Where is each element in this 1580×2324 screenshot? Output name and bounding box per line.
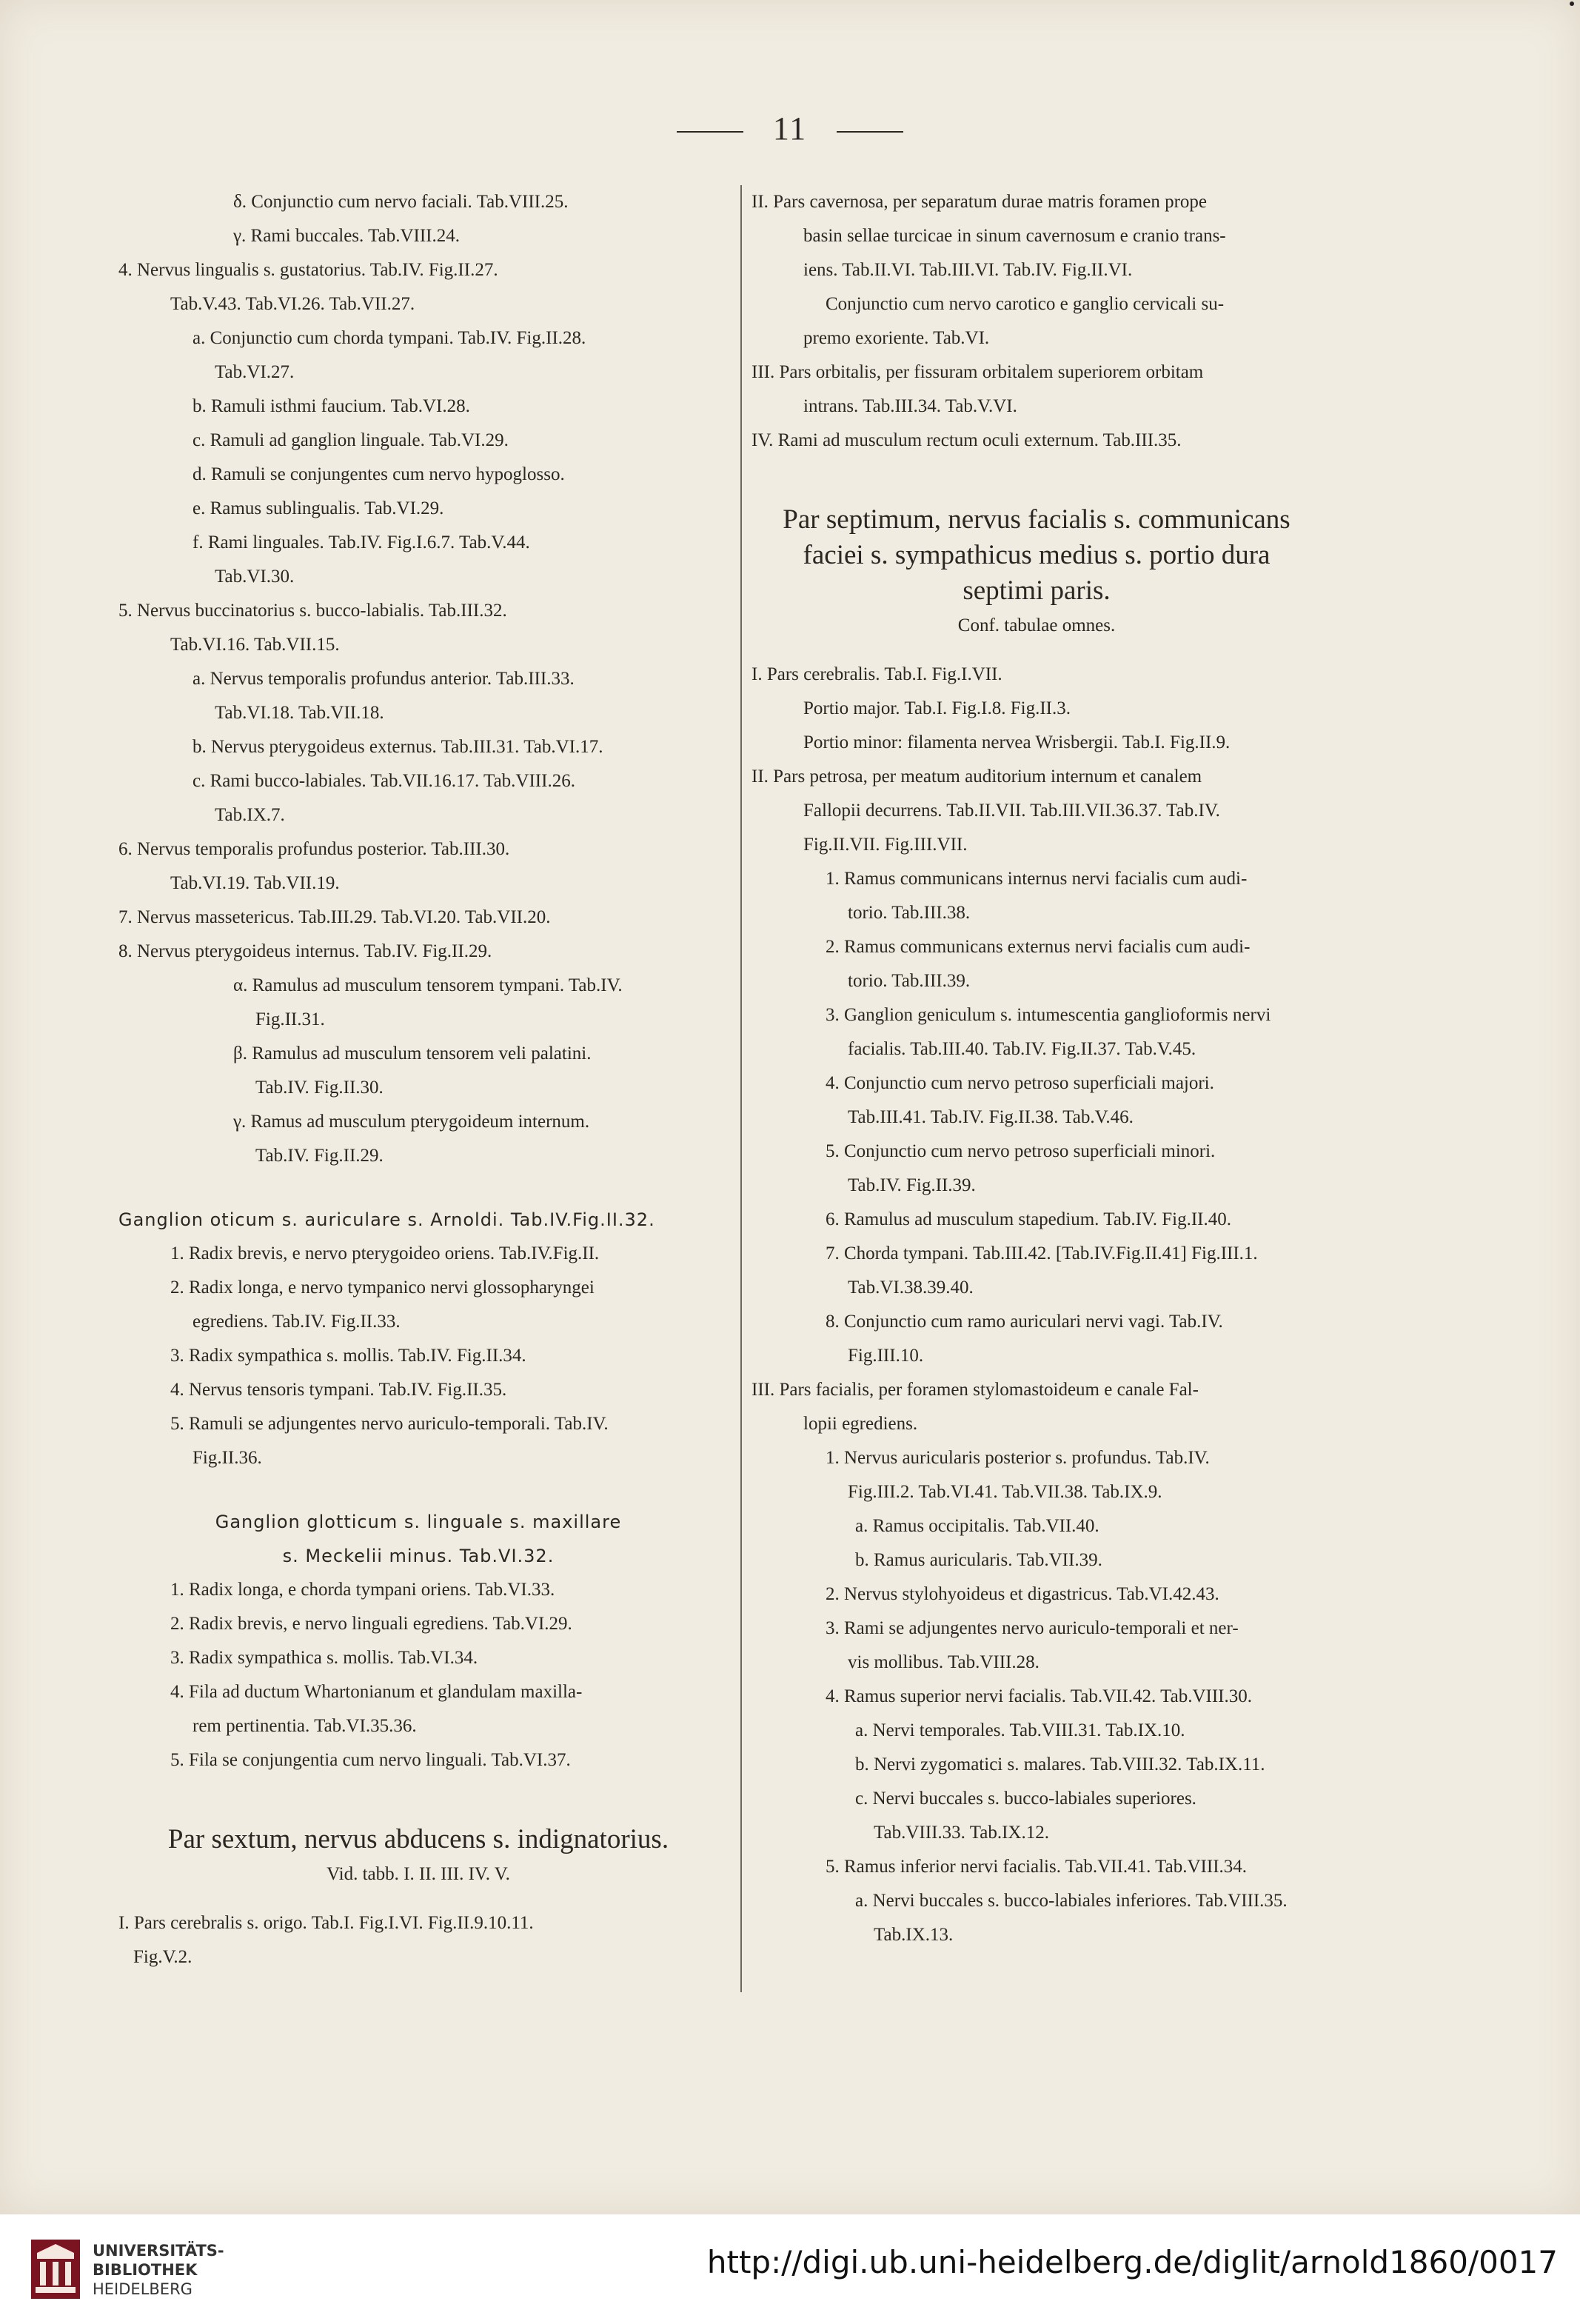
text-line: basin sellae turcicae in sinum cavernosum e cranio trans- bbox=[803, 226, 1226, 246]
section-gap bbox=[118, 1173, 718, 1203]
text-line: δ. Conjunctio cum nervo faciali. Tab.VIII.25. bbox=[233, 192, 569, 212]
left-column-lines bbox=[118, 185, 718, 1777]
text-line: γ. Rami buccales. Tab.VIII.24. bbox=[233, 226, 460, 246]
text-line: Tab.IV. Fig.II.39. bbox=[848, 1175, 976, 1195]
text-line: c. Ramuli ad ganglion linguale. Tab.VI.29. bbox=[193, 430, 509, 450]
source-url-link[interactable]: http://digi.ub.uni-heidelberg.de/diglit/arnold1860/0017 bbox=[706, 2244, 1558, 2280]
text-line: Fallopii decurrens. Tab.II.VII. Tab.III.VII.36.37. Tab.IV. bbox=[803, 801, 1220, 821]
septimum-conf-tabulae: Conf. tabulae omnes. bbox=[957, 615, 1116, 635]
text-line: 5. Conjunctio cum nervo petroso superficiali minori. bbox=[826, 1141, 1216, 1161]
text-line: 3. Ganglion geniculum s. intumescentia ganglioformis nervi bbox=[826, 1005, 1271, 1025]
text-line: b. Ramus auricularis. Tab.VII.39. bbox=[855, 1550, 1102, 1570]
text-line: Portio minor: filamenta nervea Wrisbergii. Tab.I. Fig.II.9. bbox=[803, 732, 1231, 752]
text-line: I. Pars cerebralis. Tab.I. Fig.I.VII. bbox=[751, 664, 1002, 684]
text-line: 6. Ramulus ad musculum stapedium. Tab.IV. Fig.II.40. bbox=[826, 1209, 1231, 1229]
section-gap-small bbox=[751, 487, 1322, 502]
ganglion-heading: Ganglion oticum s. auriculare s. Arnoldi. Tab.IV.Fig.II.32. bbox=[118, 1209, 655, 1230]
text-line: 2. Nervus stylohyoideus et digastricus. Tab.VI.42.43. bbox=[826, 1584, 1219, 1604]
text-line: 5. Nervus buccinatorius s. bucco-labialis. Tab.III.32. bbox=[118, 601, 507, 621]
text-line: α. Ramulus ad musculum tensorem tympani. Tab.IV. bbox=[233, 975, 623, 995]
page-number-rule-left bbox=[677, 131, 743, 133]
text-line: 6. Nervus temporalis profundus posterior. Tab.III.30. bbox=[118, 839, 510, 859]
text-line: Fig.V.2. bbox=[133, 1947, 193, 1967]
text-line: 1. Nervus auricularis posterior s. profundus. Tab.IV. bbox=[826, 1448, 1210, 1468]
text-line: Fig.III.2. Tab.VI.41. Tab.VII.38. Tab.IX.9. bbox=[848, 1482, 1162, 1502]
text-line: Tab.VI.30. bbox=[215, 567, 295, 587]
section-gap bbox=[118, 1475, 718, 1505]
section-gap-small bbox=[118, 1807, 718, 1822]
text-line: vis mollibus. Tab.VIII.28. bbox=[848, 1652, 1040, 1672]
corner-mark bbox=[1570, 1, 1574, 6]
text-line: 4. Conjunctio cum nervo petroso superficiali majori. bbox=[826, 1073, 1214, 1093]
heading-par-septimum-line-3: septimi paris. bbox=[963, 575, 1111, 606]
text-line: a. Conjunctio cum chorda tympani. Tab.IV. Fig.II.28. bbox=[193, 328, 586, 348]
text-line: 4. Nervus lingualis s. gustatorius. Tab.IV. Fig.II.27. bbox=[118, 260, 498, 280]
text-line: b. Ramuli isthmi faucium. Tab.VI.28. bbox=[193, 396, 470, 416]
right-column bbox=[751, 185, 1322, 1952]
page-number-rule-right bbox=[837, 131, 903, 133]
heading-par-sextum: Par sextum, nervus abducens s. indignatorius. bbox=[167, 1824, 669, 1854]
sextum-lines bbox=[118, 1906, 718, 1974]
text-line: 7. Nervus massetericus. Tab.III.29. Tab.VI.20. Tab.VII.20. bbox=[118, 907, 551, 927]
text-line: lopii egrediens. bbox=[803, 1414, 918, 1434]
text-line: Tab.VIII.33. Tab.IX.12. bbox=[874, 1823, 1049, 1843]
university-seal-icon bbox=[30, 2238, 81, 2300]
text-line: 2. Radix longa, e nervo tympanico nervi glossopharyngei bbox=[170, 1278, 595, 1298]
text-line: Tab.IX.13. bbox=[874, 1925, 954, 1945]
text-line: III. Pars facialis, per foramen stylomastoideum e canale Fal- bbox=[751, 1380, 1199, 1400]
text-line: 4. Fila ad ductum Whartonianum et glandulam maxilla- bbox=[170, 1682, 583, 1702]
text-line: torio. Tab.III.39. bbox=[848, 971, 971, 991]
text-line: 1. Radix brevis, e nervo pterygoideo oriens. Tab.IV.Fig.II. bbox=[170, 1243, 600, 1263]
text-line: Conjunctio cum nervo carotico e ganglio cervicali su- bbox=[826, 294, 1225, 314]
page-number-text: 11 bbox=[772, 110, 808, 147]
text-line: b. Nervus pterygoideus externus. Tab.III.31. Tab.VI.17. bbox=[193, 737, 603, 757]
text-line: 8. Nervus pterygoideus internus. Tab.IV. Fig.II.29. bbox=[118, 941, 492, 961]
institution-line-2: BIBLIOTHEK bbox=[93, 2261, 198, 2279]
institution-name bbox=[93, 2241, 224, 2299]
text-line: 2. Radix brevis, e nervo linguali egrediens. Tab.VI.29. bbox=[170, 1614, 572, 1634]
text-line: torio. Tab.III.38. bbox=[848, 903, 971, 923]
column-divider bbox=[740, 185, 742, 1992]
text-line: Tab.VI.19. Tab.VII.19. bbox=[170, 873, 340, 893]
text-line: 1. Ramus communicans internus nervi facialis cum audi- bbox=[826, 869, 1248, 889]
text-line: 3. Radix sympathica s. mollis. Tab.VI.34. bbox=[170, 1648, 478, 1668]
text-line: a. Nervus temporalis profundus anterior. Tab.III.33. bbox=[193, 669, 575, 689]
text-line: 3. Radix sympathica s. mollis. Tab.IV. Fig.II.34. bbox=[170, 1346, 526, 1366]
text-line: a. Nervi temporales. Tab.VIII.31. Tab.IX.10. bbox=[855, 1720, 1185, 1740]
text-line: a. Nervi buccales s. bucco-labiales inferiores. Tab.VIII.35. bbox=[855, 1891, 1288, 1911]
text-line: c. Nervi buccales s. bucco-labiales superiores. bbox=[855, 1789, 1196, 1809]
text-line: Fig.II.VII. Fig.III.VII. bbox=[803, 835, 968, 855]
text-line: III. Pars orbitalis, per fissuram orbitalem superiorem orbitam bbox=[751, 362, 1204, 382]
text-line: γ. Ramus ad musculum pterygoideum internum. bbox=[233, 1112, 590, 1132]
text-line: Fig.II.31. bbox=[255, 1009, 325, 1029]
text-line: 2. Ramus communicans externus nervi facialis cum audi- bbox=[826, 937, 1251, 957]
text-line: β. Ramulus ad musculum tensorem veli palatini. bbox=[233, 1044, 592, 1064]
heading-par-septimum-line-2: faciei s. sympathicus medius s. portio dura bbox=[803, 540, 1271, 570]
text-line: Tab.IV. Fig.II.30. bbox=[255, 1078, 384, 1098]
text-line: 1. Radix longa, e chorda tympani oriens. Tab.VI.33. bbox=[170, 1580, 555, 1600]
section-gap bbox=[118, 1777, 718, 1807]
text-line: 5. Ramus inferior nervi facialis. Tab.VII.41. Tab.VIII.34. bbox=[826, 1857, 1248, 1877]
text-line: intrans. Tab.III.34. Tab.V.VI. bbox=[803, 396, 1017, 416]
heading-par-septimum-line-1: Par septimum, nervus facialis s. communicans bbox=[783, 504, 1291, 535]
library-footer bbox=[0, 2214, 1580, 2324]
text-line: Tab.IV. Fig.II.29. bbox=[255, 1146, 384, 1166]
text-line: Tab.VI.16. Tab.VII.15. bbox=[170, 635, 340, 655]
text-line: 4. Ramus superior nervi facialis. Tab.VII.42. Tab.VIII.30. bbox=[826, 1686, 1252, 1706]
text-line: 4. Nervus tensoris tympani. Tab.IV. Fig.II.35. bbox=[170, 1380, 507, 1400]
text-line: 8. Conjunctio cum ramo auriculari nervi vagi. Tab.IV. bbox=[826, 1312, 1223, 1332]
text-line: I. Pars cerebralis s. origo. Tab.I. Fig.I.VI. Fig.II.9.10.11. bbox=[118, 1913, 534, 1933]
text-line: II. Pars cavernosa, per separatum durae matris foramen prope bbox=[751, 192, 1208, 212]
text-line: facialis. Tab.III.40. Tab.IV. Fig.II.37. Tab.V.45. bbox=[848, 1039, 1196, 1059]
text-line: b. Nervi zygomatici s. malares. Tab.VIII.32. Tab.IX.11. bbox=[855, 1754, 1265, 1774]
text-line: iens. Tab.II.VI. Tab.III.VI. Tab.IV. Fig.II.VI. bbox=[803, 260, 1133, 280]
text-line: II. Pars petrosa, per meatum auditorium internum et canalem bbox=[751, 767, 1202, 787]
text-line: 7. Chorda tympani. Tab.III.42. [Tab.IV.Fig.II.41] Fig.III.1. bbox=[826, 1243, 1258, 1263]
text-line: 5. Ramuli se adjungentes nervo auriculo-temporali. Tab.IV. bbox=[170, 1414, 609, 1434]
text-line: Tab.VI.18. Tab.VII.18. bbox=[215, 703, 384, 723]
text-line: a. Ramus occipitalis. Tab.VII.40. bbox=[855, 1516, 1099, 1536]
sextum-vid-tabb: Vid. tabb. I. II. III. IV. V. bbox=[327, 1864, 510, 1884]
text-line: IV. Rami ad musculum rectum oculi externum. Tab.III.35. bbox=[751, 430, 1182, 450]
right-column-top-lines bbox=[751, 185, 1322, 458]
text-line: Fig.II.36. bbox=[193, 1448, 262, 1468]
text-line: c. Rami bucco-labiales. Tab.VII.16.17. Tab.VIII.26. bbox=[193, 771, 575, 791]
text-line: Tab.V.43. Tab.VI.26. Tab.VII.27. bbox=[170, 294, 415, 314]
text-line: Tab.VI.27. bbox=[215, 362, 295, 382]
text-line: Tab.VI.38.39.40. bbox=[848, 1278, 974, 1298]
text-line: egrediens. Tab.IV. Fig.II.33. bbox=[193, 1312, 401, 1332]
left-column bbox=[118, 185, 718, 1974]
ganglion-heading: Ganglion glotticum s. linguale s. maxillare bbox=[215, 1512, 622, 1532]
institution-line-1: UNIVERSITÄTS- bbox=[93, 2242, 224, 2260]
section-gap-small bbox=[118, 1891, 718, 1906]
institution-line-3: HEIDELBERG bbox=[93, 2280, 193, 2298]
ganglion-heading: s. Meckelii minus. Tab.VI.32. bbox=[282, 1546, 555, 1566]
text-line: Tab.IX.7. bbox=[215, 805, 285, 825]
text-line: premo exoriente. Tab.VI. bbox=[803, 328, 990, 348]
text-line: rem pertinentia. Tab.VI.35.36. bbox=[193, 1716, 417, 1736]
text-line: Tab.III.41. Tab.IV. Fig.II.38. Tab.V.46. bbox=[848, 1107, 1134, 1127]
section-gap-small bbox=[751, 643, 1322, 658]
text-line: f. Rami linguales. Tab.IV. Fig.I.6.7. Tab.V.44. bbox=[193, 532, 530, 552]
text-line: 3. Rami se adjungentes nervo auriculo-temporali et ner- bbox=[826, 1618, 1239, 1638]
text-line: Portio major. Tab.I. Fig.I.8. Fig.II.3. bbox=[803, 698, 1071, 718]
text-line: e. Ramus sublingualis. Tab.VI.29. bbox=[193, 498, 444, 518]
section-gap bbox=[751, 458, 1322, 487]
text-line: d. Ramuli se conjungentes cum nervo hypoglosso. bbox=[193, 464, 565, 484]
text-line: 5. Fila se conjungentia cum nervo linguali. Tab.VI.37. bbox=[170, 1750, 571, 1770]
page-number bbox=[0, 110, 1580, 147]
right-column-bottom-lines bbox=[751, 658, 1322, 1952]
text-line: Fig.III.10. bbox=[848, 1346, 924, 1366]
